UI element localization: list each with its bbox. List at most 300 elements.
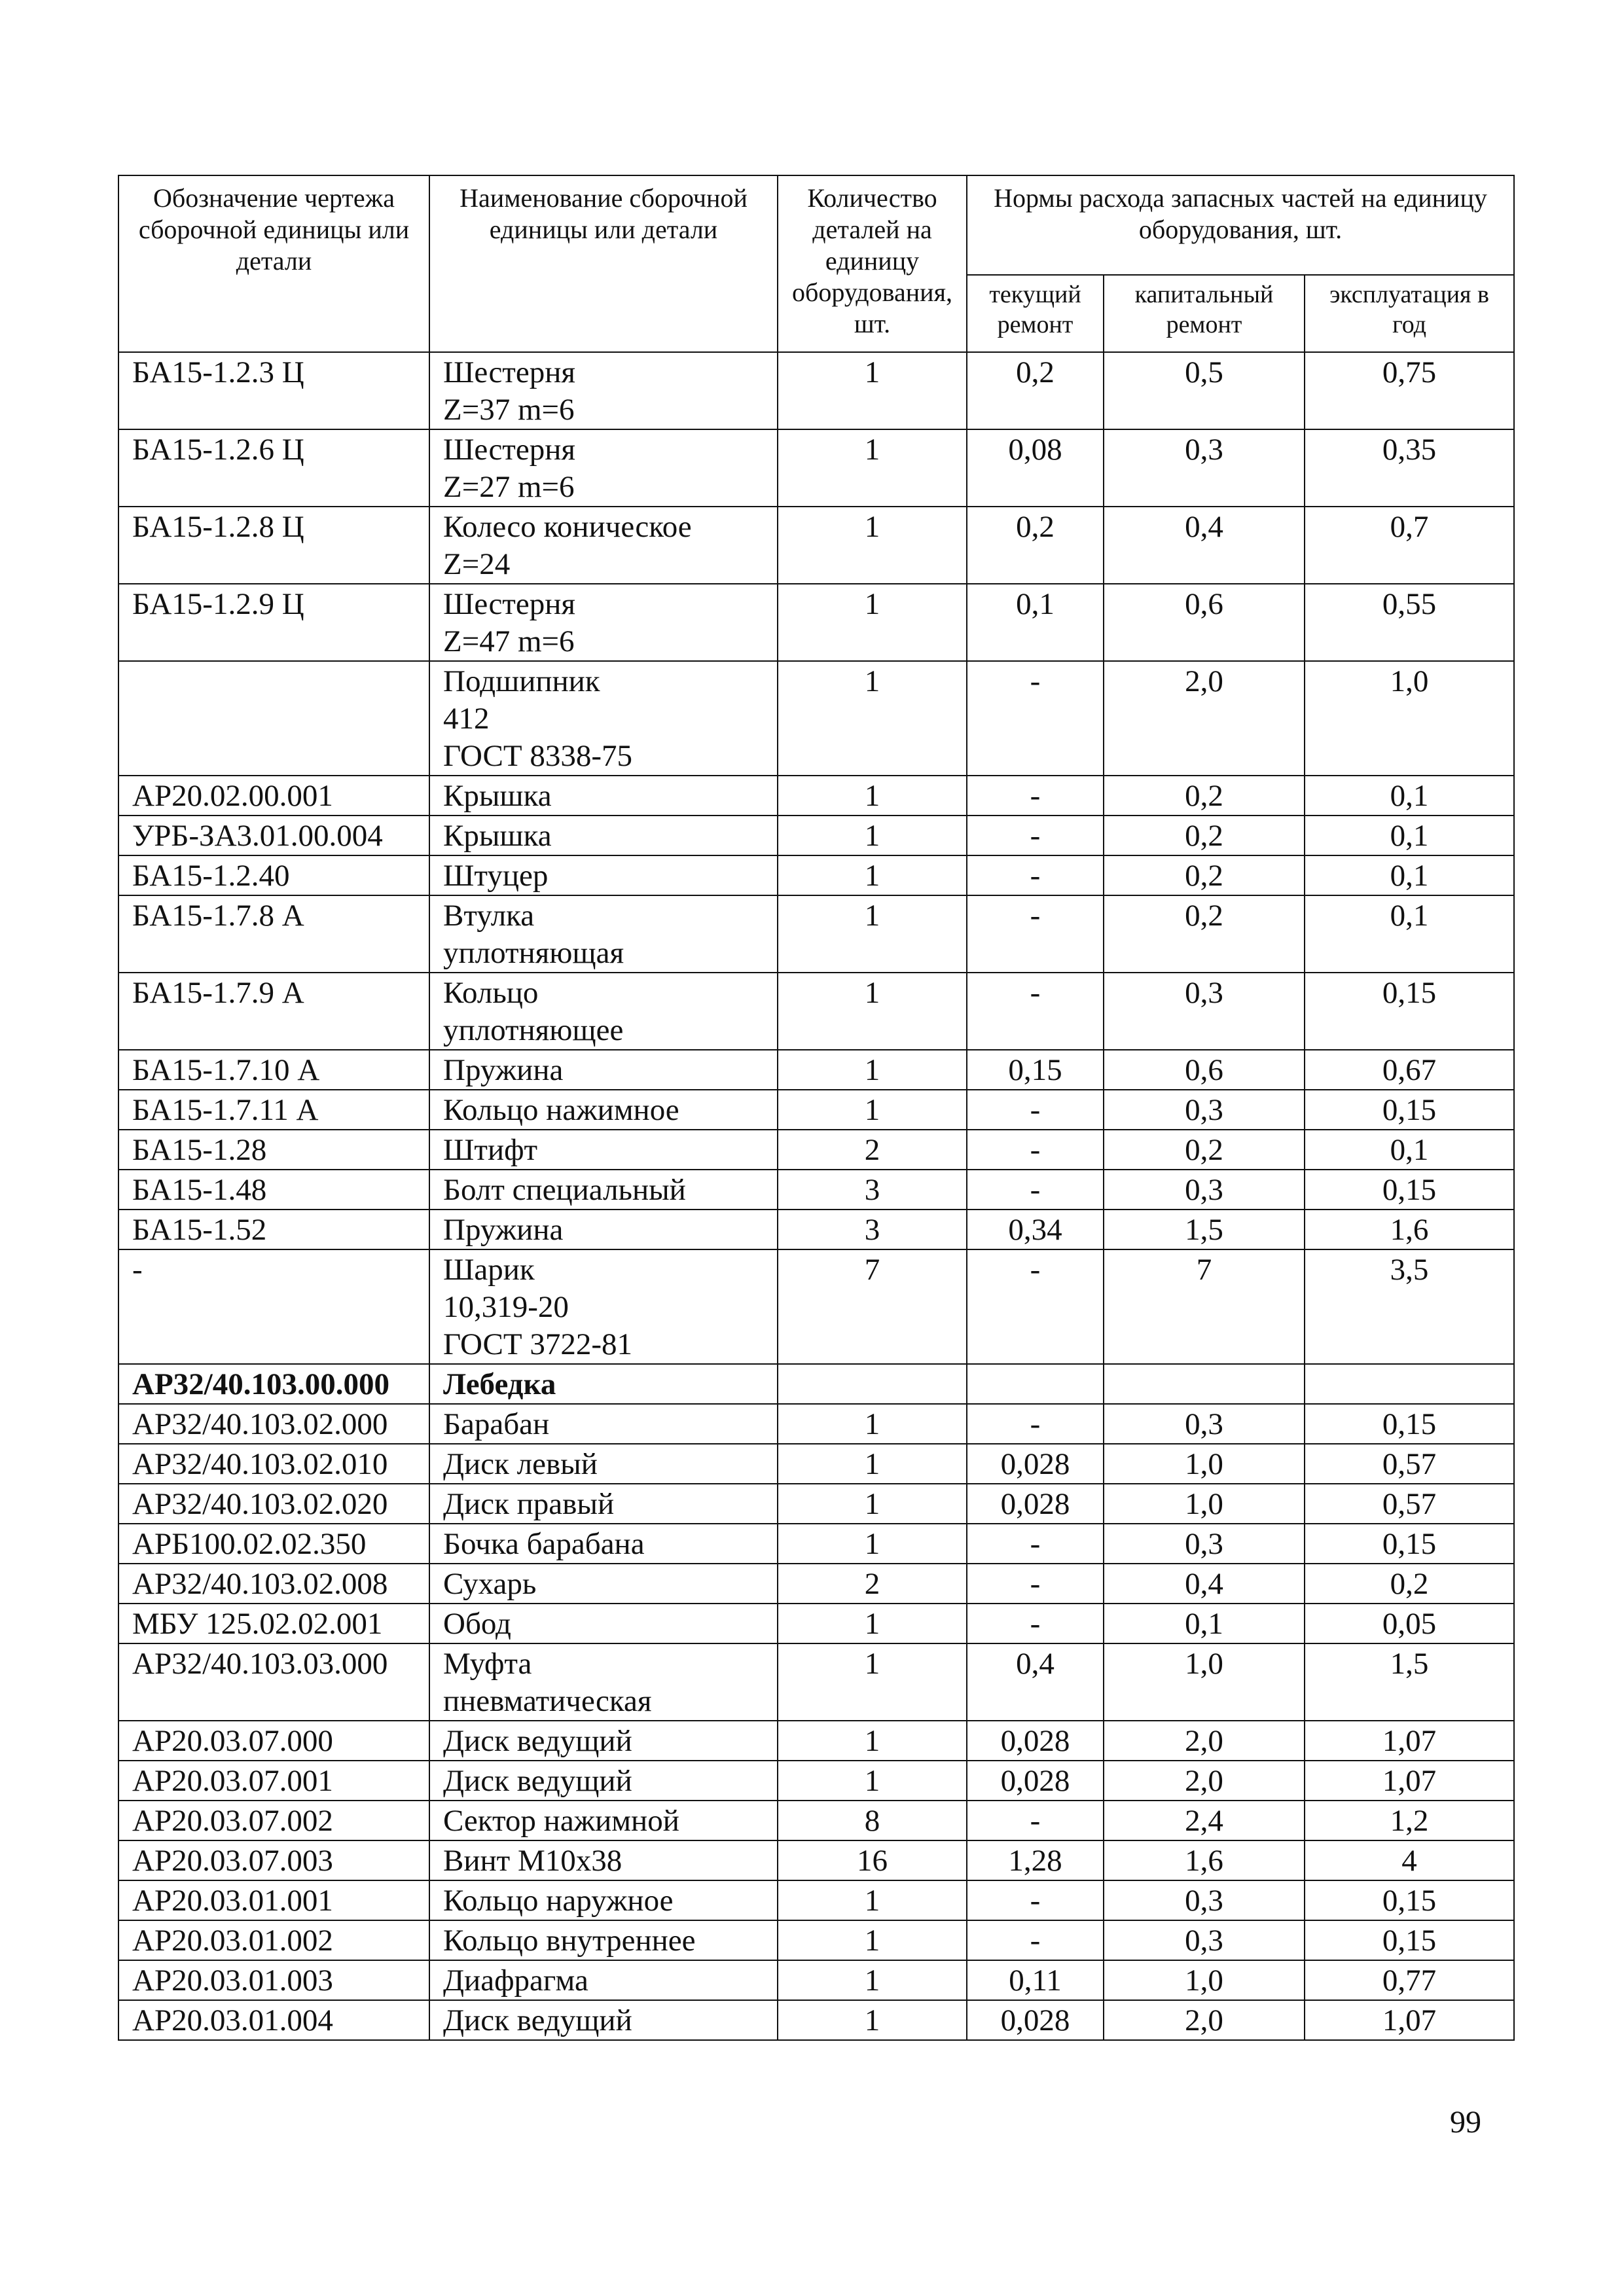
cell-drawing-code-text: БА15-1.2.9 Ц xyxy=(132,587,304,621)
cell-current-repair xyxy=(967,855,1104,895)
cell-operation-per-year-text: 0,15 xyxy=(1382,1173,1437,1207)
cell-operation-per-year xyxy=(1305,1444,1514,1484)
cell-drawing-code-text: АРБ100.02.02.350 xyxy=(132,1527,367,1561)
table-row xyxy=(118,1210,1514,1249)
cell-quantity xyxy=(778,1564,967,1604)
cell-drawing-code-text: АР20.03.07.001 xyxy=(132,1764,333,1798)
cell-operation-per-year-text: 0,57 xyxy=(1382,1447,1437,1481)
cell-capital-repair xyxy=(1104,1090,1305,1130)
cell-operation-per-year-text: 1,07 xyxy=(1382,1724,1437,1758)
cell-quantity xyxy=(778,1801,967,1840)
cell-drawing-code-text: БА15-1.2.8 Ц xyxy=(132,510,304,544)
cell-name-text: Шестерня Z=37 m=6 xyxy=(443,355,575,427)
cell-quantity-text: 8 xyxy=(864,1804,880,1838)
cell-name xyxy=(429,1170,778,1210)
cell-capital-repair-text: 7 xyxy=(1196,1253,1212,1287)
cell-drawing-code xyxy=(118,776,429,816)
cell-quantity-text: 1 xyxy=(864,355,880,389)
cell-name xyxy=(429,1444,778,1484)
cell-current-repair-text: 0,15 xyxy=(1008,1053,1062,1087)
cell-quantity xyxy=(778,1364,967,1404)
cell-operation-per-year xyxy=(1305,1130,1514,1170)
cell-current-repair-text: - xyxy=(1030,1173,1041,1207)
table-row xyxy=(118,1130,1514,1170)
cell-quantity xyxy=(778,1170,967,1210)
table-row xyxy=(118,1170,1514,1210)
table-row xyxy=(118,1050,1514,1090)
cell-current-repair xyxy=(967,1920,1104,1960)
cell-operation-per-year xyxy=(1305,816,1514,855)
cell-quantity-text: 1 xyxy=(864,664,880,698)
cell-drawing-code xyxy=(118,1920,429,1960)
cell-operation-per-year xyxy=(1305,1210,1514,1249)
cell-capital-repair xyxy=(1104,973,1305,1050)
cell-quantity xyxy=(778,973,967,1050)
cell-capital-repair xyxy=(1104,1920,1305,1960)
cell-name-text: Кольцо внутреннее xyxy=(443,1924,696,1958)
cell-capital-repair xyxy=(1104,1170,1305,1210)
cell-drawing-code xyxy=(118,973,429,1050)
cell-capital-repair-text: 2,0 xyxy=(1185,1724,1223,1758)
cell-current-repair-text: - xyxy=(1030,1407,1041,1441)
cell-drawing-code-text: АР20.03.01.002 xyxy=(132,1924,333,1958)
cell-operation-per-year-text: 0,15 xyxy=(1382,976,1437,1010)
cell-operation-per-year xyxy=(1305,855,1514,895)
cell-operation-per-year xyxy=(1305,1090,1514,1130)
cell-drawing-code xyxy=(118,1404,429,1444)
cell-quantity xyxy=(778,1960,967,2000)
cell-current-repair xyxy=(967,1484,1104,1524)
cell-name xyxy=(429,1364,778,1404)
cell-operation-per-year xyxy=(1305,1484,1514,1524)
cell-operation-per-year xyxy=(1305,1721,1514,1761)
table-row xyxy=(118,2000,1514,2040)
cell-capital-repair-text: 0,5 xyxy=(1185,355,1223,389)
cell-quantity xyxy=(778,1210,967,1249)
cell-current-repair xyxy=(967,584,1104,661)
cell-drawing-code-text: БА15-1.48 xyxy=(132,1173,267,1207)
cell-quantity xyxy=(778,895,967,973)
cell-drawing-code xyxy=(118,895,429,973)
cell-drawing-code-text: БА15-1.2.3 Ц xyxy=(132,355,304,389)
cell-capital-repair xyxy=(1104,776,1305,816)
cell-quantity xyxy=(778,855,967,895)
cell-current-repair xyxy=(967,1210,1104,1249)
cell-operation-per-year xyxy=(1305,1404,1514,1444)
cell-current-repair xyxy=(967,973,1104,1050)
cell-name xyxy=(429,1801,778,1840)
table-row xyxy=(118,973,1514,1050)
cell-capital-repair xyxy=(1104,1801,1305,1840)
cell-capital-repair xyxy=(1104,507,1305,584)
cell-name-text: Штифт xyxy=(443,1133,538,1167)
cell-operation-per-year-text: 0,35 xyxy=(1382,433,1437,467)
cell-current-repair xyxy=(967,1604,1104,1643)
cell-operation-per-year-text: 0,15 xyxy=(1382,1407,1437,1441)
cell-operation-per-year xyxy=(1305,429,1514,507)
cell-quantity-text: 1 xyxy=(864,976,880,1010)
cell-drawing-code xyxy=(118,2000,429,2040)
table-row xyxy=(118,1761,1514,1801)
cell-name xyxy=(429,1721,778,1761)
cell-operation-per-year xyxy=(1305,1880,1514,1920)
cell-current-repair xyxy=(967,1643,1104,1721)
cell-capital-repair xyxy=(1104,1840,1305,1880)
cell-capital-repair-text: 0,3 xyxy=(1185,1527,1223,1561)
table-row xyxy=(118,1880,1514,1920)
cell-name xyxy=(429,352,778,429)
cell-operation-per-year xyxy=(1305,661,1514,776)
cell-quantity-text: 1 xyxy=(864,1647,880,1681)
cell-quantity-text: 16 xyxy=(857,1844,888,1878)
cell-capital-repair xyxy=(1104,895,1305,973)
cell-drawing-code xyxy=(118,1840,429,1880)
cell-capital-repair-text: 0,2 xyxy=(1185,899,1223,933)
cell-current-repair-text: - xyxy=(1030,1133,1041,1167)
cell-name xyxy=(429,855,778,895)
cell-name-text: Шарик 10,319-20 ГОСТ 3722-81 xyxy=(443,1253,632,1361)
table-row xyxy=(118,429,1514,507)
cell-name-text: Пружина xyxy=(443,1213,564,1247)
section-row xyxy=(118,1364,1514,1404)
cell-current-repair xyxy=(967,1444,1104,1484)
cell-name-text: Втулка уплотняющая xyxy=(443,899,624,970)
cell-operation-per-year-text: 1,07 xyxy=(1382,1764,1437,1798)
cell-capital-repair xyxy=(1104,816,1305,855)
cell-name-text: Диск ведущий xyxy=(443,1764,632,1798)
cell-drawing-code-text: АР20.03.01.003 xyxy=(132,1964,333,1998)
cell-current-repair-text: 0,028 xyxy=(1000,1487,1070,1521)
cell-quantity xyxy=(778,1920,967,1960)
cell-current-repair-text: - xyxy=(1030,1924,1041,1958)
cell-quantity xyxy=(778,1484,967,1524)
cell-quantity-text: 1 xyxy=(864,779,880,813)
cell-quantity xyxy=(778,1249,967,1364)
cell-current-repair xyxy=(967,1564,1104,1604)
cell-capital-repair xyxy=(1104,1249,1305,1364)
header-capital-repair: капитальный ремонт xyxy=(1104,275,1305,352)
cell-operation-per-year-text: 1,07 xyxy=(1382,2003,1437,2037)
table-row xyxy=(118,1920,1514,1960)
cell-name xyxy=(429,1960,778,2000)
cell-current-repair xyxy=(967,1880,1104,1920)
table-row xyxy=(118,1604,1514,1643)
cell-drawing-code xyxy=(118,1090,429,1130)
cell-drawing-code-text: БА15-1.2.40 xyxy=(132,859,290,893)
cell-quantity-text: 1 xyxy=(864,819,880,853)
cell-drawing-code xyxy=(118,661,429,776)
cell-quantity xyxy=(778,1130,967,1170)
cell-name-text: Штуцер xyxy=(443,859,549,893)
cell-capital-repair xyxy=(1104,1210,1305,1249)
cell-drawing-code xyxy=(118,855,429,895)
cell-name xyxy=(429,1524,778,1564)
cell-capital-repair xyxy=(1104,2000,1305,2040)
cell-operation-per-year xyxy=(1305,776,1514,816)
cell-drawing-code-text: БА15-1.52 xyxy=(132,1213,267,1247)
cell-drawing-code xyxy=(118,1249,429,1364)
cell-capital-repair-text: 1,0 xyxy=(1185,1487,1223,1521)
cell-capital-repair xyxy=(1104,584,1305,661)
cell-quantity-text: 1 xyxy=(864,2003,880,2037)
cell-current-repair-text: - xyxy=(1030,819,1041,853)
cell-quantity-text: 1 xyxy=(864,1487,880,1521)
cell-drawing-code xyxy=(118,1364,429,1404)
cell-quantity-text: 1 xyxy=(864,1053,880,1087)
cell-name xyxy=(429,429,778,507)
header-operation-per-year: эксплуатация в год xyxy=(1305,275,1514,352)
cell-name-text: Подшипник 412 ГОСТ 8338-75 xyxy=(443,664,632,773)
table-row xyxy=(118,352,1514,429)
cell-operation-per-year-text: 1,5 xyxy=(1390,1647,1429,1681)
cell-capital-repair-text: 1,0 xyxy=(1185,1964,1223,1998)
cell-quantity-text: 1 xyxy=(864,1407,880,1441)
cell-quantity xyxy=(778,1524,967,1564)
cell-current-repair xyxy=(967,352,1104,429)
cell-drawing-code xyxy=(118,1444,429,1484)
cell-capital-repair xyxy=(1104,1721,1305,1761)
cell-capital-repair-text: 0,2 xyxy=(1185,819,1223,853)
cell-quantity xyxy=(778,816,967,855)
cell-capital-repair-text: 0,3 xyxy=(1185,1407,1223,1441)
cell-current-repair-text: - xyxy=(1030,1093,1041,1127)
cell-name-text: Шестерня Z=27 m=6 xyxy=(443,433,575,504)
cell-current-repair-text: 0,08 xyxy=(1008,433,1062,467)
cell-capital-repair-text: 1,6 xyxy=(1185,1844,1223,1878)
table-row xyxy=(118,1090,1514,1130)
cell-drawing-code xyxy=(118,1604,429,1643)
cell-name xyxy=(429,895,778,973)
cell-capital-repair xyxy=(1104,1643,1305,1721)
cell-operation-per-year xyxy=(1305,1960,1514,2000)
cell-operation-per-year xyxy=(1305,1920,1514,1960)
cell-current-repair-text: 1,28 xyxy=(1008,1844,1062,1878)
cell-name xyxy=(429,1090,778,1130)
cell-drawing-code-text: - xyxy=(132,1253,143,1287)
cell-capital-repair xyxy=(1104,855,1305,895)
cell-quantity-text: 1 xyxy=(864,587,880,621)
cell-operation-per-year-text: 0,15 xyxy=(1382,1924,1437,1958)
cell-current-repair xyxy=(967,1840,1104,1880)
cell-capital-repair xyxy=(1104,1761,1305,1801)
cell-drawing-code-text: АР32/40.103.02.000 xyxy=(132,1407,388,1441)
cell-operation-per-year xyxy=(1305,1050,1514,1090)
cell-current-repair-text: 0,028 xyxy=(1000,1764,1070,1798)
cell-name xyxy=(429,1130,778,1170)
cell-name-text: Диафрагма xyxy=(443,1964,588,1998)
cell-name xyxy=(429,1643,778,1721)
cell-operation-per-year-text: 0,1 xyxy=(1390,1133,1429,1167)
cell-capital-repair-text: 0,3 xyxy=(1185,1924,1223,1958)
header-norms-group: Нормы расхода запасных частей на единицу оборудования, шт. xyxy=(967,175,1514,275)
cell-operation-per-year xyxy=(1305,1761,1514,1801)
cell-quantity xyxy=(778,1050,967,1090)
cell-capital-repair xyxy=(1104,1524,1305,1564)
cell-operation-per-year xyxy=(1305,1801,1514,1840)
table-row xyxy=(118,1404,1514,1444)
cell-capital-repair xyxy=(1104,352,1305,429)
cell-name xyxy=(429,1880,778,1920)
cell-capital-repair xyxy=(1104,1364,1305,1404)
cell-current-repair xyxy=(967,1170,1104,1210)
cell-quantity xyxy=(778,1444,967,1484)
table-row xyxy=(118,1801,1514,1840)
cell-drawing-code xyxy=(118,1564,429,1604)
cell-quantity xyxy=(778,1643,967,1721)
cell-drawing-code-text: МБУ 125.02.02.001 xyxy=(132,1607,383,1641)
cell-operation-per-year-text: 0,67 xyxy=(1382,1053,1437,1087)
table-row xyxy=(118,1643,1514,1721)
table-row xyxy=(118,1484,1514,1524)
cell-operation-per-year-text: 0,77 xyxy=(1382,1964,1437,1998)
cell-current-repair xyxy=(967,1249,1104,1364)
cell-current-repair xyxy=(967,1721,1104,1761)
cell-drawing-code-text: АР20.03.01.004 xyxy=(132,2003,333,2037)
cell-operation-per-year xyxy=(1305,507,1514,584)
cell-name-text: Барабан xyxy=(443,1407,550,1441)
cell-quantity xyxy=(778,776,967,816)
cell-operation-per-year xyxy=(1305,1604,1514,1643)
cell-quantity xyxy=(778,1880,967,1920)
cell-capital-repair-text: 0,3 xyxy=(1185,1093,1223,1127)
cell-current-repair-text: - xyxy=(1030,1804,1041,1838)
table-row xyxy=(118,1524,1514,1564)
cell-operation-per-year xyxy=(1305,895,1514,973)
cell-drawing-code xyxy=(118,1643,429,1721)
cell-current-repair xyxy=(967,816,1104,855)
cell-name-text: Муфта пневматическая xyxy=(443,1647,652,1718)
cell-drawing-code-text: БА15-1.7.10 А xyxy=(132,1053,320,1087)
cell-current-repair xyxy=(967,429,1104,507)
cell-current-repair-text: 0,028 xyxy=(1000,1447,1070,1481)
cell-name-text: Обод xyxy=(443,1607,511,1641)
cell-drawing-code-text: АР20.03.01.001 xyxy=(132,1884,333,1918)
cell-operation-per-year-text: 0,57 xyxy=(1382,1487,1437,1521)
cell-name xyxy=(429,1761,778,1801)
cell-capital-repair-text: 0,2 xyxy=(1185,779,1223,813)
header-drawing-code: Обозначение чертежа сборочной единицы или детали xyxy=(118,175,429,352)
cell-operation-per-year xyxy=(1305,1364,1514,1404)
cell-name xyxy=(429,584,778,661)
cell-current-repair xyxy=(967,1364,1104,1404)
cell-capital-repair xyxy=(1104,1604,1305,1643)
cell-capital-repair xyxy=(1104,1564,1305,1604)
cell-quantity xyxy=(778,584,967,661)
cell-drawing-code xyxy=(118,1484,429,1524)
cell-operation-per-year-text: 1,2 xyxy=(1390,1804,1429,1838)
cell-drawing-code-text: БА15-1.7.11 А xyxy=(132,1093,319,1127)
cell-capital-repair-text: 2,4 xyxy=(1185,1804,1223,1838)
cell-name xyxy=(429,1210,778,1249)
cell-current-repair-text: 0,4 xyxy=(1016,1647,1055,1681)
cell-capital-repair xyxy=(1104,1880,1305,1920)
cell-name-text: Диск ведущий xyxy=(443,2003,632,2037)
cell-quantity-text: 1 xyxy=(864,1093,880,1127)
cell-quantity-text: 1 xyxy=(864,1607,880,1641)
cell-name-text: Диск левый xyxy=(443,1447,598,1481)
cell-drawing-code-text: АР20.03.07.002 xyxy=(132,1804,333,1838)
cell-quantity-text: 1 xyxy=(864,1724,880,1758)
cell-drawing-code xyxy=(118,584,429,661)
cell-current-repair-text: - xyxy=(1030,779,1041,813)
header-current-repair: текущий ремонт xyxy=(967,275,1104,352)
cell-name-text: Болт специальный xyxy=(443,1173,686,1207)
cell-capital-repair-text: 0,2 xyxy=(1185,859,1223,893)
cell-current-repair-text: - xyxy=(1030,1527,1041,1561)
cell-quantity-text: 1 xyxy=(864,1447,880,1481)
cell-quantity xyxy=(778,1404,967,1444)
cell-current-repair-text: 0,2 xyxy=(1016,510,1055,544)
cell-drawing-code-text: АР32/40.103.00.000 xyxy=(132,1367,389,1401)
cell-capital-repair-text: 1,5 xyxy=(1185,1213,1223,1247)
cell-name-text: Винт М10х38 xyxy=(443,1844,623,1878)
cell-operation-per-year-text: 0,2 xyxy=(1390,1567,1429,1601)
cell-name xyxy=(429,1484,778,1524)
cell-current-repair xyxy=(967,1960,1104,2000)
cell-operation-per-year xyxy=(1305,1249,1514,1364)
cell-drawing-code-text: АР20.03.07.000 xyxy=(132,1724,333,1758)
header-quantity: Количество деталей на единицу оборудования, шт. xyxy=(778,175,967,352)
cell-quantity-text: 7 xyxy=(864,1253,880,1287)
cell-capital-repair-text: 2,0 xyxy=(1185,1764,1223,1798)
cell-capital-repair xyxy=(1104,429,1305,507)
cell-quantity xyxy=(778,1604,967,1643)
cell-operation-per-year xyxy=(1305,1170,1514,1210)
cell-name xyxy=(429,1404,778,1444)
cell-current-repair xyxy=(967,1050,1104,1090)
table-row xyxy=(118,855,1514,895)
cell-drawing-code-text: АР32/40.103.02.010 xyxy=(132,1447,388,1481)
cell-operation-per-year xyxy=(1305,352,1514,429)
cell-drawing-code-text: АР20.03.07.003 xyxy=(132,1844,333,1878)
cell-quantity-text: 3 xyxy=(864,1173,880,1207)
cell-quantity xyxy=(778,507,967,584)
table-row xyxy=(118,816,1514,855)
cell-operation-per-year-text: 0,1 xyxy=(1390,899,1429,933)
cell-quantity xyxy=(778,1090,967,1130)
cell-current-repair xyxy=(967,661,1104,776)
table-row xyxy=(118,776,1514,816)
cell-quantity xyxy=(778,352,967,429)
cell-drawing-code xyxy=(118,1524,429,1564)
cell-operation-per-year xyxy=(1305,1564,1514,1604)
cell-quantity xyxy=(778,1840,967,1880)
cell-drawing-code xyxy=(118,1210,429,1249)
table-row xyxy=(118,661,1514,776)
cell-current-repair xyxy=(967,1761,1104,1801)
cell-operation-per-year-text: 0,1 xyxy=(1390,779,1429,813)
cell-drawing-code xyxy=(118,1801,429,1840)
cell-name-text: Кольцо нажимное xyxy=(443,1093,679,1127)
cell-current-repair-text: 0,028 xyxy=(1000,2003,1070,2037)
cell-capital-repair-text: 0,6 xyxy=(1185,1053,1223,1087)
cell-quantity-text: 2 xyxy=(864,1567,880,1601)
cell-drawing-code-text: АР32/40.103.02.008 xyxy=(132,1567,388,1601)
cell-capital-repair-text: 1,0 xyxy=(1185,1647,1223,1681)
cell-drawing-code xyxy=(118,1170,429,1210)
cell-operation-per-year-text: 0,7 xyxy=(1390,510,1429,544)
cell-capital-repair xyxy=(1104,1484,1305,1524)
cell-quantity-text: 1 xyxy=(864,1924,880,1958)
cell-name-text: Крышка xyxy=(443,779,552,813)
cell-quantity-text: 1 xyxy=(864,859,880,893)
cell-name-text: Кольцо уплотняющее xyxy=(443,976,624,1047)
cell-name-text: Лебедка xyxy=(443,1367,556,1401)
cell-current-repair-text: 0,2 xyxy=(1016,355,1055,389)
cell-quantity-text: 1 xyxy=(864,1764,880,1798)
cell-drawing-code xyxy=(118,816,429,855)
cell-drawing-code xyxy=(118,1721,429,1761)
